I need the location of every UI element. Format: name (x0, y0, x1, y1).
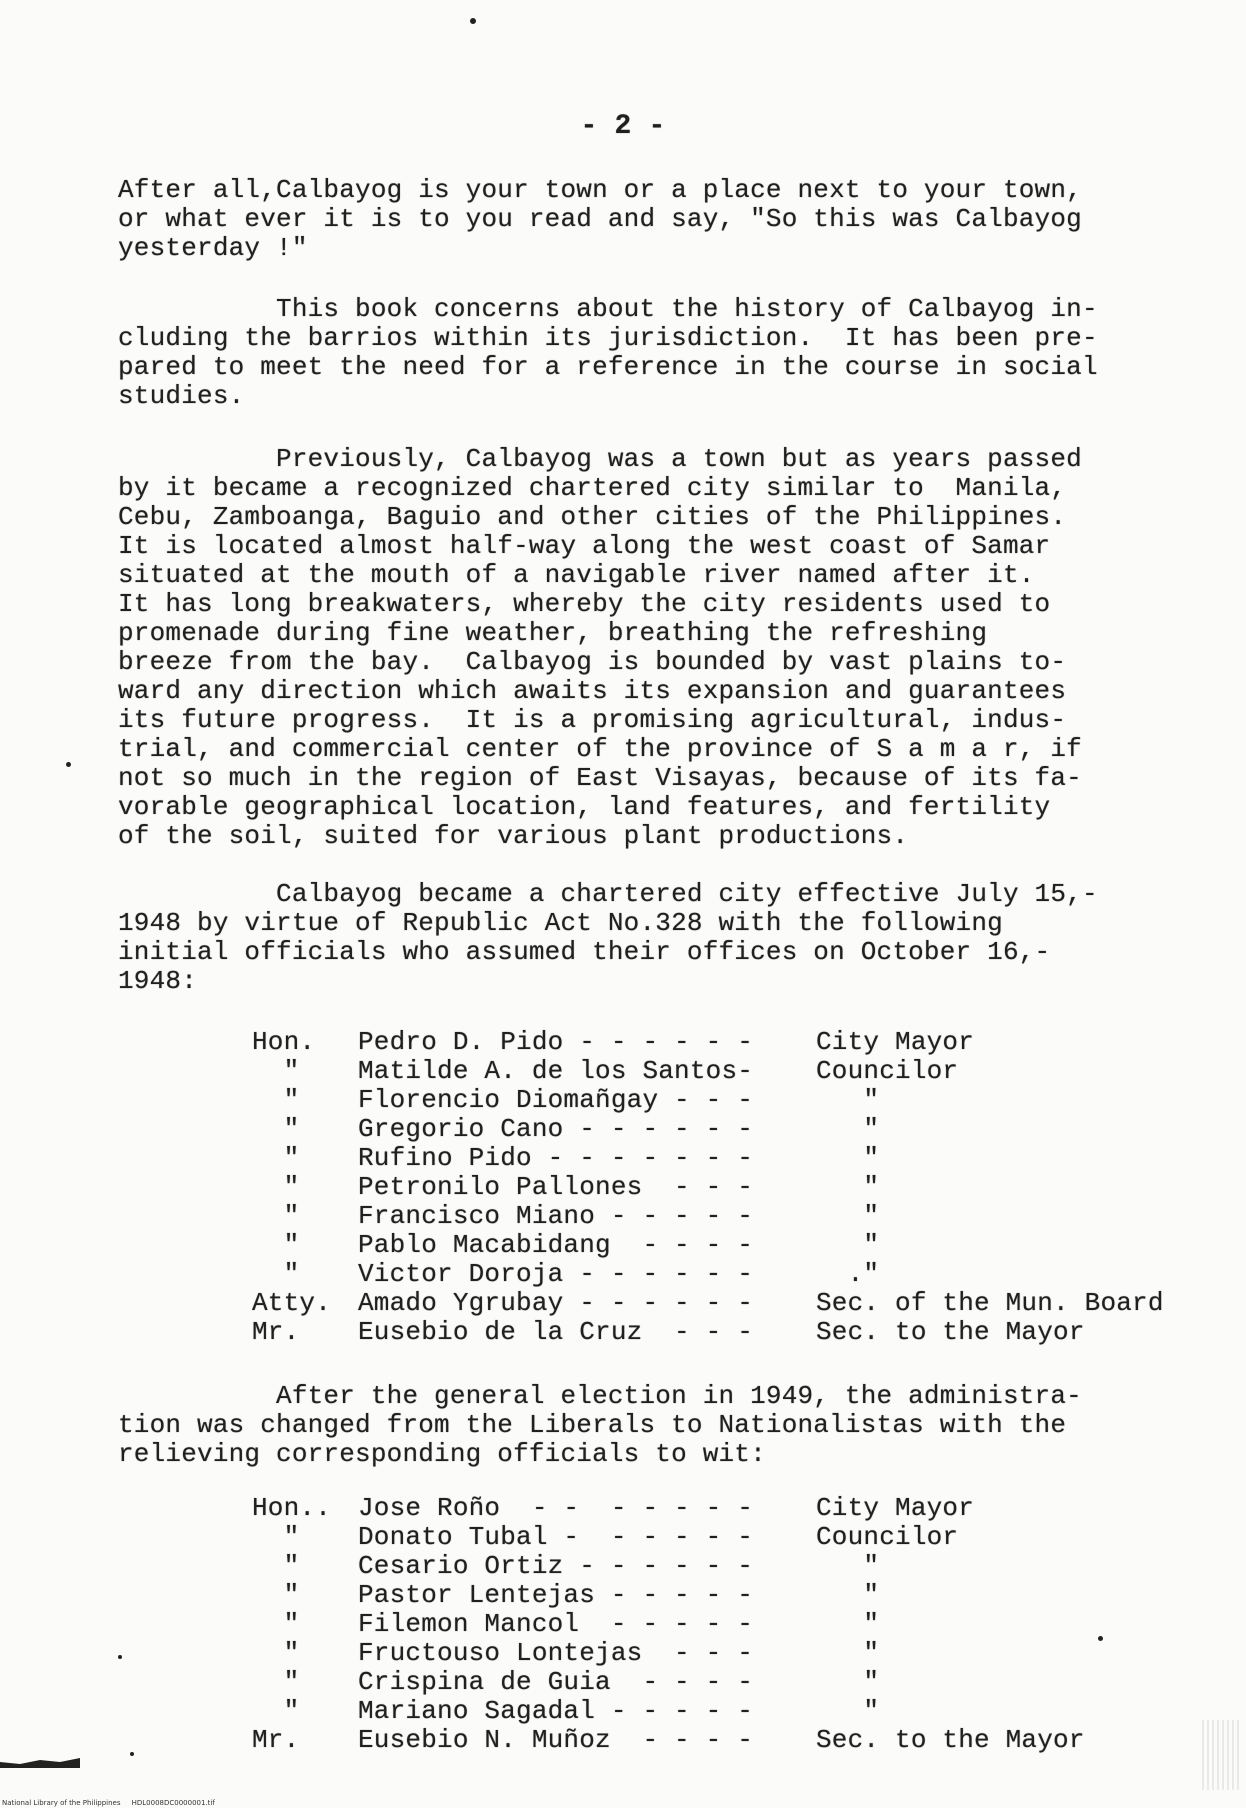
official-row (252, 1494, 1212, 1523)
official-row (252, 1231, 1212, 1260)
official-row (252, 1173, 1212, 1202)
official-position: Sec. to the Mayor (816, 1317, 1085, 1347)
official-name: Jose Roño - - - - - - - (358, 1493, 754, 1523)
official-title: Mr. (252, 1725, 300, 1755)
official-row (252, 1668, 1212, 1697)
text-line: relieving corresponding officials to wit: (118, 1439, 766, 1469)
official-position: Councilor (816, 1522, 959, 1552)
official-name: Pastor Lentejas - - - - - (358, 1580, 754, 1610)
official-name: Cesario Ortiz - - - - - - (358, 1551, 754, 1581)
official-name: Donato Tubal - - - - - - (358, 1522, 754, 1552)
official-title: " (252, 1201, 300, 1231)
official-name: Mariano Sagadal - - - - - (358, 1696, 754, 1726)
official-title: Hon. (252, 1027, 316, 1057)
text-line: its future progress. It is a promising agricultural, indus- (118, 705, 1067, 735)
text-line: or what ever it is to you read and say, "So this was Calbayog (118, 204, 1082, 234)
official-position: " (816, 1114, 880, 1144)
officials-1949-list (252, 1494, 1212, 1755)
official-name: Gregorio Cano - - - - - - (358, 1114, 754, 1144)
official-position: " (816, 1085, 880, 1115)
official-title: " (252, 1056, 300, 1086)
ink-speck (118, 1655, 122, 1659)
official-position: " (816, 1172, 880, 1202)
official-title: " (252, 1609, 300, 1639)
official-position: " (816, 1667, 880, 1697)
official-name: Pedro D. Pido - - - - - - (358, 1027, 754, 1057)
ink-speck (1098, 1636, 1103, 1641)
official-position: " (816, 1580, 880, 1610)
official-row (252, 1057, 1212, 1086)
official-title: " (252, 1085, 300, 1115)
page-number: - 2 - (580, 111, 666, 142)
text-line: by it became a recognized chartered city similar to Manila, (118, 473, 1067, 503)
official-row (252, 1202, 1212, 1231)
purpose-paragraph (118, 295, 1208, 411)
official-title: Mr. (252, 1317, 300, 1347)
official-position: " (816, 1230, 880, 1260)
official-title: " (252, 1696, 300, 1726)
text-line: situated at the mouth of a navigable river named after it. (118, 560, 1035, 590)
scan-edge-noise (1202, 1720, 1242, 1790)
text-line: 1948 by virtue of Republic Act No.328 with the following (118, 908, 1003, 938)
text-line: cluding the barrios within its jurisdiction. It has been pre- (118, 323, 1098, 353)
text-line: trial, and commercial center of the province of S a m a r, if (118, 734, 1082, 764)
official-row (252, 1289, 1212, 1318)
official-position: " (816, 1696, 880, 1726)
text-line: vorable geographical location, land features, and fertility (118, 792, 1051, 822)
official-name: Crispina de Guia - - - - (358, 1667, 754, 1697)
scan-footer: National Library of the Philippines HDL0008DC0000001.tif (2, 1799, 215, 1807)
officials-1948-list (252, 1028, 1212, 1347)
ink-speck (130, 1752, 134, 1756)
official-title: " (252, 1114, 300, 1144)
description-paragraph (118, 445, 1208, 851)
official-row (252, 1552, 1212, 1581)
official-title: " (252, 1143, 300, 1173)
text-line: tion was changed from the Liberals to Nationalistas with the (118, 1410, 1067, 1440)
official-row (252, 1639, 1212, 1668)
charter-paragraph (118, 880, 1208, 996)
official-name: Eusebio de la Cruz - - - (358, 1317, 754, 1347)
official-name: Victor Doroja - - - - - - (358, 1259, 754, 1289)
official-title: " (252, 1580, 300, 1610)
text-line: It has long breakwaters, whereby the city residents used to (118, 589, 1051, 619)
official-title: " (252, 1638, 300, 1668)
official-name: Pablo Macabidang - - - - (358, 1230, 754, 1260)
official-row (252, 1697, 1212, 1726)
text-line: Cebu, Zamboanga, Baguio and other cities of the Philippines. (118, 502, 1067, 532)
scan-edge-mark (0, 1752, 80, 1768)
official-row (252, 1523, 1212, 1552)
official-position: " (816, 1551, 880, 1581)
official-row (252, 1086, 1212, 1115)
official-row (252, 1318, 1212, 1347)
text-line: It is located almost half-way along the west coast of Samar (118, 531, 1051, 561)
election-paragraph (118, 1382, 1208, 1469)
text-line: studies. (118, 381, 245, 411)
text-line: After the general election in 1949, the administra- (118, 1381, 1082, 1411)
official-position: Sec. to the Mayor (816, 1725, 1085, 1755)
official-row (252, 1115, 1212, 1144)
official-title: " (252, 1551, 300, 1581)
official-row (252, 1144, 1212, 1173)
official-title: " (252, 1172, 300, 1202)
text-line: of the soil, suited for various plant productions. (118, 821, 909, 851)
text-line: yesterday !" (118, 233, 308, 263)
official-title: " (252, 1230, 300, 1260)
official-position: Councilor (816, 1056, 959, 1086)
official-position: Sec. of the Mun. Board (816, 1288, 1164, 1318)
text-line: 1948: (118, 966, 198, 996)
official-title: Hon.. (252, 1493, 332, 1523)
official-name: Francisco Miano - - - - - (358, 1201, 754, 1231)
official-row (252, 1726, 1212, 1755)
official-title: " (252, 1667, 300, 1697)
official-title: " (252, 1259, 300, 1289)
official-name: Rufino Pido - - - - - - - (358, 1143, 754, 1173)
official-position: ." (816, 1259, 880, 1289)
official-position: City Mayor (816, 1027, 975, 1057)
official-row (252, 1028, 1212, 1057)
text-line: After all,Calbayog is your town or a place next to your town, (118, 175, 1082, 205)
text-line: initial officials who assumed their offices on October 16,- (118, 937, 1051, 967)
official-name: Matilde A. de los Santos- (358, 1056, 754, 1086)
official-row (252, 1581, 1212, 1610)
official-name: Filemon Mancol - - - - - (358, 1609, 754, 1639)
official-name: Petronilo Pallones - - - (358, 1172, 754, 1202)
official-row (252, 1610, 1212, 1639)
official-name: Amado Ygrubay - - - - - - (358, 1288, 754, 1318)
official-position: " (816, 1201, 880, 1231)
ink-speck (66, 762, 71, 767)
official-name: Eusebio N. Muñoz - - - - (358, 1725, 754, 1755)
text-line: promenade during fine weather, breathing the refreshing (118, 618, 988, 648)
text-line: Previously, Calbayog was a town but as years passed (118, 444, 1082, 474)
official-title: Atty. (252, 1288, 332, 1318)
official-title: " (252, 1522, 300, 1552)
text-line: pared to meet the need for a reference in the course in social (118, 352, 1098, 382)
official-name: Florencio Diomañgay - - - (358, 1085, 754, 1115)
ink-speck (470, 18, 476, 24)
text-line: This book concerns about the history of Calbayog in- (118, 294, 1098, 324)
intro-paragraph (118, 176, 1208, 263)
official-position: " (816, 1143, 880, 1173)
text-line: not so much in the region of East Visayas, because of its fa- (118, 763, 1082, 793)
text-line: Calbayog became a chartered city effective July 15,- (118, 879, 1098, 909)
official-position: City Mayor (816, 1493, 975, 1523)
official-position: " (816, 1638, 880, 1668)
text-line: ward any direction which awaits its expansion and guarantees (118, 676, 1067, 706)
text-line: breeze from the bay. Calbayog is bounded by vast plains to- (118, 647, 1067, 677)
official-row (252, 1260, 1212, 1289)
official-position: " (816, 1609, 880, 1639)
official-name: Fructouso Lontejas - - - (358, 1638, 754, 1668)
